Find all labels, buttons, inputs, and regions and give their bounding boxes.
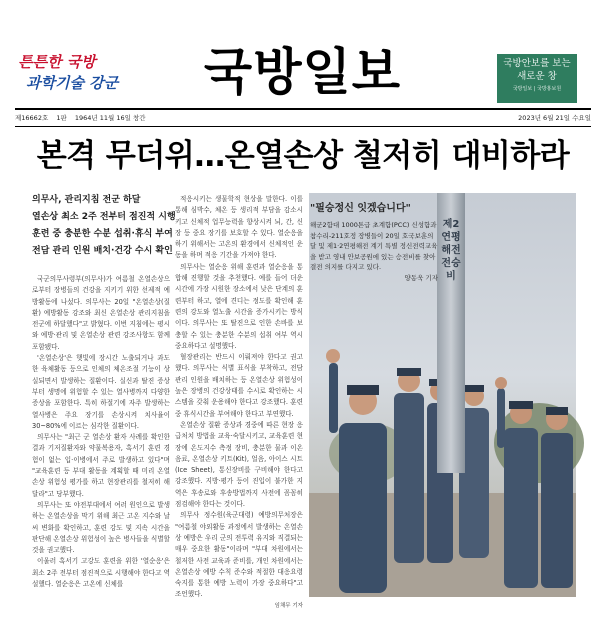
article-paragraph: 의무사는 또 야전부대에서 여러 원인으로 발생하는 온열손상을 막기 위해 최근 고온 지수와 날씨 변화를 확인하고, 훈련 강도 및 지속 시간을 판단해 온열손상 위험성이 높은 병사들을 식별할 것을 권고했다.	[32, 500, 170, 555]
article-paragraph: 의무사 정수원(육군대령) 예방의무처장은 "여름철 야외활동 과정에서 발생하는 온열손상 예방은 우리 군의 전투력 유지와 직결되는 매우 중요한 활동"이라며 "부대 차원에서는 철저한 사전 교육과 준비를, 개인 차원에서는 온열손상 예방 수칙 준수와 적절한 대응요령 숙지를 통한 예방 노력이 가장 중요하다"고 조언했다.	[175, 511, 303, 599]
caption-text: 해군2함대 1000톤급 초계함(PCC) 신성함과 참수리-211호정 장병들이 20일 호국보훈의 달 및 제1·2연평해전 계기 특별 정신전력교육을 받고 영내 안보공원에 있는 승전비를 찾아 결전 의지를 다지고 있다.	[310, 221, 438, 271]
subhead-1: 의무사, 관리지침 전군 하달	[32, 195, 141, 205]
caption-byline: 양동욱 기자	[404, 273, 438, 282]
promo-small-text: 국방일보 | 국방홍보원	[512, 86, 562, 92]
subhead-3: 훈련 중 충분한 수분 섭취·휴식 부여	[32, 229, 173, 239]
slogan-line-1: 튼튼한 국방	[18, 53, 96, 71]
article-paragraph: 의무사는 열순응 위해 훈련과 열순응을 통합해 진행할 것을 추천했다. 예를 들어 더운 시간에 가장 시원한 장소에서 낮은 단계의 훈련부터 하고, 열에 견디는 정도를 확인해 훈련의 강도와 열노출 시간을 증가시키는 방식이다. 의무사는 또 탈진으로 인한 손바를 보충할 수 있는 충분한 수분의 섭취 여부 역시 중요하다고 설명했다.	[175, 262, 303, 350]
photo-caption	[310, 201, 438, 283]
article-paragraph: 이울러 혹서기 고강도 훈련을 위한 '열순응'은 최소 2주 전부터 점진적으로 시행해야 한다고 역설했다. 열순응은 고온에 신체를	[32, 557, 170, 589]
article-paragraph: 온열손상 질환 증상과 경중에 따른 현장 응급처치 방법을 교육·숙달시키고, 교육훈련 현장에 온도지수 측정 장비, 충분한 물과 이온음료, 온열손상 키트(Kit), 얼음, 아이스 시트(Ice Sheet), 통신장비를 구비해야 한다고 강조했다. 지방·평가 등이 진입이 불가한 지역은 후송로와 후송방법까지 사전에 꼼꼼히 점검해야 한다는 것이다.	[175, 420, 303, 509]
issue-date: 2023년 6월 21일 수요일	[518, 114, 591, 122]
issue-number: 제16662호	[15, 114, 49, 122]
monument-inscription: 제2연평해전전승비	[441, 219, 461, 282]
subhead-4: 전담 관리 인원 배치·건강 수시 확인	[32, 246, 173, 256]
issue-edition: 1판	[56, 114, 67, 122]
main-headline: 본격 무더위…온열손상 철저히 대비하라	[36, 138, 570, 174]
article-paragraph: 의무사는 "최근 군 열손상 환자 사례를 확인한 결과 기저질환자와 약물복용자, 혹서기 훈련 경험이 없는 입·이병에서 주로 발생하고 있다"며 "교육훈련 등 부대 활동을 계획할 때 미리 온열손상 위험성 평가를 하고 현장관리를 철저히 해달라"고 당부했다.	[32, 433, 170, 498]
promo-box[interactable]	[497, 54, 577, 103]
issue-founded: 1964년 11월 16일 창간	[74, 114, 146, 122]
article-paragraph: 혈장관리는 반드시 이뤄져야 한다고 권고했다. 의무사는 식별 표식을 부착하고, 전담 관리 인원을 배치하는 등 온열손상 위험성이 높은 장병의 건강상태를 수시로 확인하는 시스템을 갖춰 운용해야 한다고 강조했다. 훈련 중 휴식시간을 부여해야 한다고 부연했다.	[175, 353, 303, 418]
slogan-line-2: 과학기술 강군	[26, 74, 119, 92]
article-column-2	[175, 194, 303, 609]
subhead-2: 열손상 최소 2주 전부터 점진적 시행	[32, 212, 176, 222]
article-paragraph: 적응시키는 생물학적 현상을 말한다. 이를 통해 심박수, 체온 등 생리적 부담을 감소시키고 신체적 업무능력을 향상시켜 뇌, 간, 신장 등 중요 장기를 보호할 수 있다. 열순응을 하기 위해서는 고온의 환경에서 신체적인 운동을 하며 적응 기간을 가져야 한다.	[175, 195, 303, 260]
masthead-slogan	[18, 52, 118, 94]
subheadlines	[32, 192, 176, 260]
article-paragraph: '온열손상'은 햇빛에 장시간 노출되거나 과도한 육체활동 등으로 인체의 체온조절 기능이 상실되면서 발생하는 질환이다. 실신과 탈진 증상부터 생명에 위험할 수 있는 열사병까지 다양한 증상을 포함한다. 특히 하절기에 자주 발생하는 열사병은 주요 장기를 손상시켜 치사율이 30~80%에 이르는 심각한 질환이다.	[32, 354, 170, 430]
masthead	[0, 0, 606, 108]
promo-line-1: 국방안보를 보는	[503, 58, 571, 69]
article-paragraph: 국군의무사령부(의무사)가 여름철 온열손상으로부터 장병들의 건강을 지키기 위한 선제적 예방활동에 나섰다. 의무사는 20일 "온열손상(질환) 예방활동 강조와 최신 온열손상 관리지침을 전군에 하달했다"고 밝혔다. 이번 지침에는 평시와 예방·관리 및 온열손상 관련 강조사항도 함께 포함됐다.	[32, 275, 170, 351]
article-column-1	[32, 274, 170, 604]
article-byline: 임채무 기자	[274, 602, 303, 609]
issue-info-bar	[15, 108, 591, 127]
promo-line-2: 새로운 창	[517, 71, 557, 82]
newspaper-logo: 국방일보	[203, 43, 402, 101]
caption-title: "필승정신 잇겠습니다"	[310, 203, 411, 214]
